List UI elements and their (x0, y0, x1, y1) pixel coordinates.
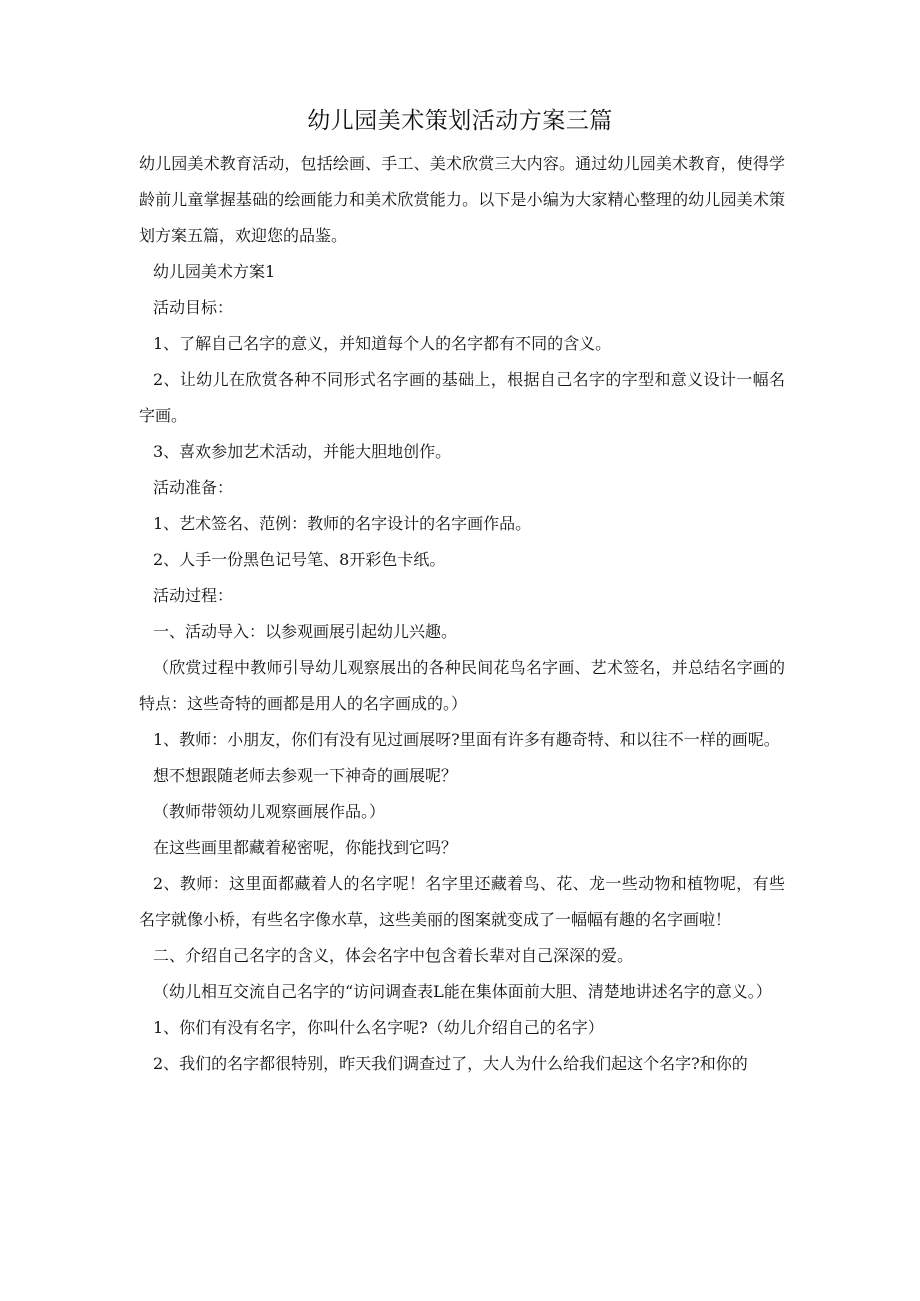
paragraph: 2、教师：这里面都藏着人的名字呢！名字里还藏着鸟、花、龙一些动物和植物呢，有些名字就像小桥，有些名字像水草，这些美丽的图案就变成了一幅幅有趣的名字画啦！ (139, 874, 785, 929)
paragraph: 想不想跟随老师去参观一下神奇的画展呢？ (153, 766, 458, 785)
intro-paragraph: 幼儿园美术教育活动，包括绘画、手工、美术欣赏三大内容。通过幼儿园美术教育，使得学龄前儿童掌握基础的绘画能力和美术欣赏能力。以下是小编为大家精心整理的幼儿园美术策划方案五篇，欢迎您的品鉴。 (139, 154, 785, 245)
plan-heading: 幼儿园美术方案1 (153, 262, 276, 281)
paragraph: 二、介绍自己名字的含义，体会名字中包含着长辈对自己深深的爱。 (153, 946, 634, 965)
paragraph: 1、你们有没有名字，你叫什么名字呢?（幼儿介绍自己的名字） (153, 1018, 604, 1037)
document-title: 幼儿园美术策划活动方案三篇 (307, 108, 613, 134)
paragraph: （欣赏过程中教师引导幼儿观察展出的各种民间花鸟名字画、艺术签名，并总结名字画的特点：这些奇特的画都是用人的名字画成的。） (139, 658, 785, 713)
paragraph: 3、喜欢参加艺术活动，并能大胆地创作。 (153, 442, 452, 461)
section-heading-process: 活动过程： (153, 586, 234, 605)
paragraph: 1、教师：小朋友，你们有没有见过画展呀?里面有许多有趣奇特、和以往不一样的画呢。 (153, 730, 780, 749)
paragraph: 2、让幼儿在欣赏各种不同形式名字画的基础上，根据自己名字的字型和意义设计一幅名字画。 (139, 370, 785, 425)
paragraph: （幼儿相互交流自己名字的“访问调查表L能在集体面前大胆、清楚地讲述名字的意义。） (153, 982, 772, 1001)
document-body (139, 146, 785, 1082)
section-heading-preparation: 活动准备： (153, 478, 234, 497)
paragraph: 1、艺术签名、范例：教师的名字设计的名字画作品。 (153, 514, 532, 533)
paragraph: 2、人手一份黑色记号笔、8开彩色卡纸。 (153, 550, 446, 569)
paragraph: 一、活动导入：以参观画展引起幼儿兴趣。 (153, 622, 458, 641)
paragraph: 在这些画里都藏着秘密呢，你能找到它吗？ (153, 838, 458, 857)
paragraph: 2、我们的名字都很特别，昨天我们调查过了，大人为什么给我们起这个名字?和你的 (153, 1054, 748, 1073)
paragraph: 1、了解自己名字的意义，并知道每个人的名字都有不同的含义。 (153, 334, 612, 353)
paragraph: （教师带领幼儿观察画展作品。） (153, 802, 386, 821)
section-heading-goals: 活动目标： (153, 298, 234, 317)
